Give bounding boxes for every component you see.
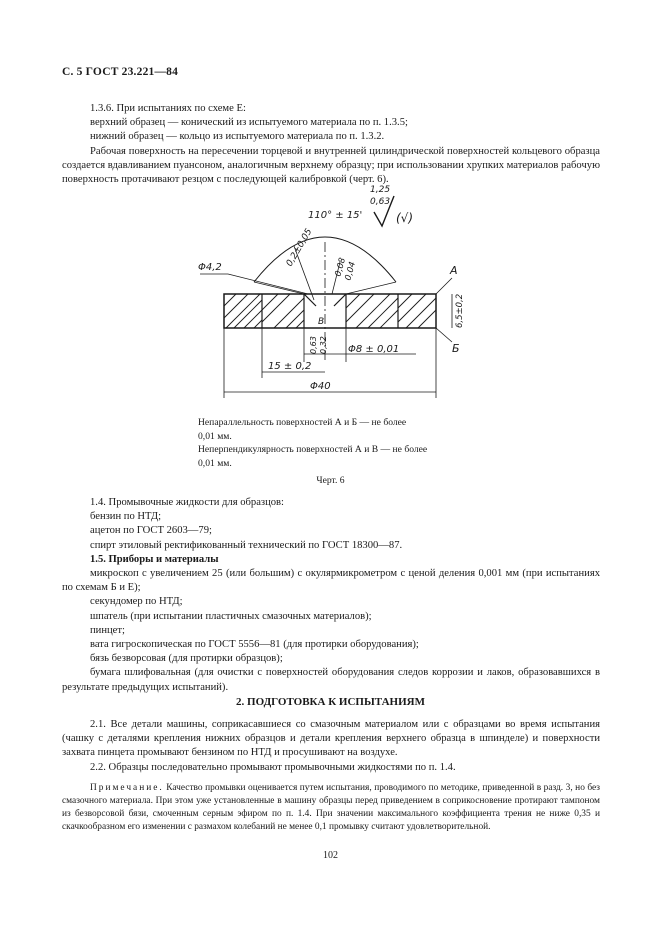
sec14-item-2: ацетон по ГОСТ 2603—79; bbox=[90, 525, 212, 537]
label-a: А bbox=[450, 264, 458, 277]
hatch-mid-left bbox=[262, 294, 304, 328]
roughness-1: 1,25 bbox=[370, 185, 391, 195]
ra-label-2: 0,04 bbox=[343, 260, 359, 282]
ring-section-outline bbox=[224, 294, 436, 328]
inner-ra-2: 0,32 bbox=[319, 336, 328, 354]
sec15-microscope: микроскоп с увеличением 25 (или большим) с окулярмикрометром с ценой деления 0,001 мм (при испытаниях по схемам Б и Е); bbox=[62, 568, 600, 594]
label-b: Б bbox=[452, 342, 460, 355]
dia-small-label: Φ4,2 bbox=[198, 262, 222, 273]
hatch-mid-right bbox=[346, 294, 398, 328]
dia-inner-label: Φ8 ± 0,01 bbox=[348, 344, 400, 355]
chamfer-label: 0,2±0,05 bbox=[284, 227, 315, 269]
sec136-line2: верхний образец — конический из испытуемого материала по п. 1.3.5; bbox=[90, 117, 408, 129]
sec14-item-1: бензин по НТД; bbox=[90, 511, 162, 523]
note-line-2: 0,01 мм. bbox=[198, 430, 232, 442]
section-2-title: 2. ПОДГОТОВКА К ИСПЫТАНИЯМ bbox=[236, 696, 425, 708]
sec15-item-3: пинцет; bbox=[90, 624, 125, 636]
sec14-title: 1.4. Промывочные жидкости для образцов: bbox=[90, 497, 284, 508]
dim-15-label: 15 ± 0,2 bbox=[268, 361, 312, 372]
figure-caption: Черт. 6 bbox=[316, 475, 345, 486]
drawing-figure-6 bbox=[190, 182, 480, 402]
sec136-paragraph: Рабочая поверхность на пересечении торцевой и внутренней цилиндрической поверхностей кольцевого образца создается вдавливанием пуансоном, аналогичным верхнему образцу; при использовании хрупких материалов рабочую поверхность протачивают резцом с последующей калибровкой (черт. 6). bbox=[62, 145, 600, 186]
sec15-title: 1.5. Приборы и материалы bbox=[90, 553, 219, 565]
sec2-p21: 2.1. Все детали машины, соприкасавшиеся со смазочным материалом или с образцами во время испытания (чашку с деталями крепления нижних образцов и детали крепления верхнего образца в шпинделе) и поверхности захвата пинцета промывают бензином по НТД и просушивают на воздухе. bbox=[62, 719, 600, 759]
note-label: Примечание. bbox=[90, 783, 164, 793]
section-1-4 bbox=[62, 496, 600, 695]
hatch-left bbox=[224, 294, 262, 328]
roughness-2: 0,63 bbox=[370, 197, 391, 207]
sec2-p22: 2.2. Образцы последовательно промывают промывочными жидкостями по п. 1.4. bbox=[90, 761, 456, 773]
hatch-right bbox=[398, 294, 436, 328]
sec15-paper: бумага шлифовальная (для очистки с поверхностей оборудования следов коррозии и лаков, образовавшихся в результате предыдущих испытаний). bbox=[62, 667, 600, 693]
drawing-notes bbox=[198, 416, 468, 470]
label-v: В bbox=[318, 317, 325, 327]
section-2 bbox=[62, 718, 600, 775]
note-text: Качество промывки оценивается путем испытания, проводимого по методике, приведенной в разд. 3, но без смазочного материала. При этом уже установленные в машину образцы перед приведением в соприкосновение протирают тампоном из безворсовой бязи, смоченным серным эфиром по п. 1.4. При значении максимального коэффициента трения не ниже 0,35 и скачкообразном его изменении с размахом колебаний не менее 0,1 промывку считают удовлетворительной. bbox=[62, 783, 601, 832]
ra-label-1: 0,08 bbox=[333, 256, 349, 278]
sec15-item-2: шпатель (при испытании пластичных смазочных материалов); bbox=[90, 610, 372, 622]
dia-outer-label: Φ40 bbox=[310, 381, 331, 392]
roughness-paren: (√) bbox=[396, 211, 414, 225]
inner-ra-1: 0,63 bbox=[309, 336, 318, 354]
sec15-item-4: вата гигроскопическая по ГОСТ 5556—81 (для протирки оборудования); bbox=[90, 639, 419, 651]
sec136-line1: 1.3.6. При испытаниях по схеме Е: bbox=[90, 103, 246, 114]
note-block bbox=[62, 782, 600, 834]
sec14-item-3: спирт этиловый ректификованный технический по ГОСТ 18300—87. bbox=[90, 539, 403, 551]
sec15-item-1: секундомер по НТД; bbox=[90, 596, 183, 608]
page-header: С. 5 ГОСТ 23.221—84 bbox=[62, 66, 179, 78]
sec15-item-5: бязь безворсовая (для протирки образцов); bbox=[90, 653, 283, 665]
page-number: 102 bbox=[323, 850, 338, 861]
note-line-3: Неперпендикулярность поверхностей А и В — не более bbox=[198, 444, 428, 455]
height-label: 6,5±0,2 bbox=[455, 293, 465, 328]
section-1-3-6 bbox=[62, 102, 600, 187]
angle-label: 110° ± 15' bbox=[308, 210, 363, 221]
note-line-4: 0,01 мм. bbox=[198, 457, 232, 469]
sec136-line3: нижний образец — кольцо из испытуемого материала по п. 1.3.2. bbox=[90, 131, 385, 143]
note-line-1: Непараллельность поверхностей А и Б — не более bbox=[198, 417, 407, 428]
